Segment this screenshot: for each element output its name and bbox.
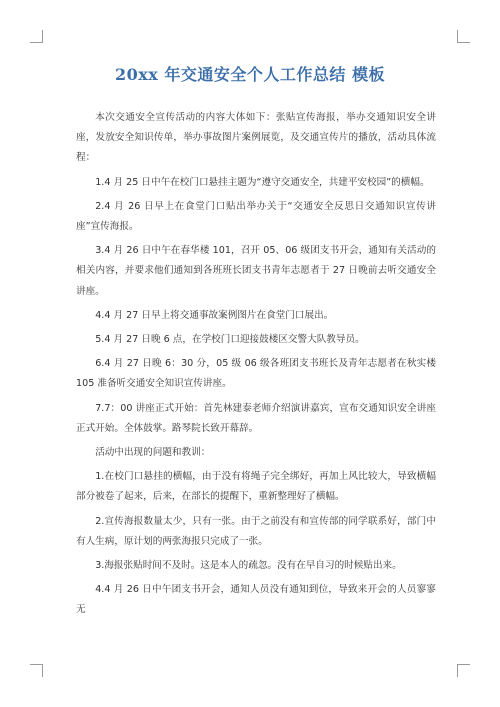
crop-mark-top-left xyxy=(30,30,43,43)
paragraph-issue-3: 3.海报张贴时间不及时。这是本人的疏忽。没有在早自习的时候贴出来。 xyxy=(95,560,402,572)
paragraph-step-5: 5.4 月 27 日晚 6 点，在学校门口迎接鼓楼区交警大队教导员。 xyxy=(95,334,365,346)
paragraph-step-6: 6.4 月 27 日晚 6：30 分，05 级 06 级各班团支书班长及青年志愿者在秋实楼 105 准备听交通安全知识宣传讲座。 xyxy=(76,358,436,390)
crop-mark-bottom-right xyxy=(457,664,470,677)
paragraph-issues-heading: 活动中出现的问题和教训： xyxy=(95,447,211,459)
paragraph-step-7: 7.7：00 讲座正式开始：首先林建泰老师介绍演讲嘉宾，宣布交通知识安全讲座正式开始。全体鼓掌。路琴院长致开幕辞。 xyxy=(76,402,436,434)
paragraph-issue-1: 1.在校门口悬挂的横幅，由于没有将绳子完全绑好，再加上风比较大，导致横幅部分被卷了起来，后来，在部长的提醒下，重新整理好了横幅。 xyxy=(76,471,436,503)
paragraph-step-3: 3.4 月 26 日中午在春华楼 101，召开 05、06 级团支书开会，通知有关活动的相关内容，并要求他们通知到各班班长团支书青年志愿者于 27 日晚前去听交通安全讲座。 xyxy=(76,245,436,297)
paragraph-issue-4: 4.4 月 26 日中午团支书开会，通知人员没有通知到位，导致来开会的人员寥寥无 xyxy=(76,584,436,616)
paragraph-step-1: 1.4 月 25 日中午在校门口悬挂主题为“遵守交通安全，共建平安校园”的横幅。 xyxy=(95,176,430,188)
paragraph-step-4: 4.4 月 27 日早上将交通事故案例图片在食堂门口展出。 xyxy=(95,309,334,321)
paragraph-step-2: 2.4 月 26 日早上在食堂门口贴出举办关于“交通安全反思日交通知识宣传讲座”宣传海报。 xyxy=(76,200,436,233)
document-title: 20xx 年交通安全个人工作总结 模板 xyxy=(115,65,385,84)
paragraph-issue-2: 2.宣传海报数量太少，只有一张。由于之前没有和宣传部的同学联系好，部门中有人生病，原计划的两张海报只完成了一张。 xyxy=(76,515,436,547)
document-body xyxy=(76,108,436,625)
crop-mark-top-right xyxy=(457,30,470,43)
paragraph-intro: 本次交通安全宣传活动的内容大体如下：张贴宣传海报，举办交通知识安全讲座，发放安全知识传单，举办事故图片案例展览，及交通宣传片的播放，活动具体流程： xyxy=(76,112,436,164)
crop-mark-bottom-left xyxy=(30,664,43,677)
